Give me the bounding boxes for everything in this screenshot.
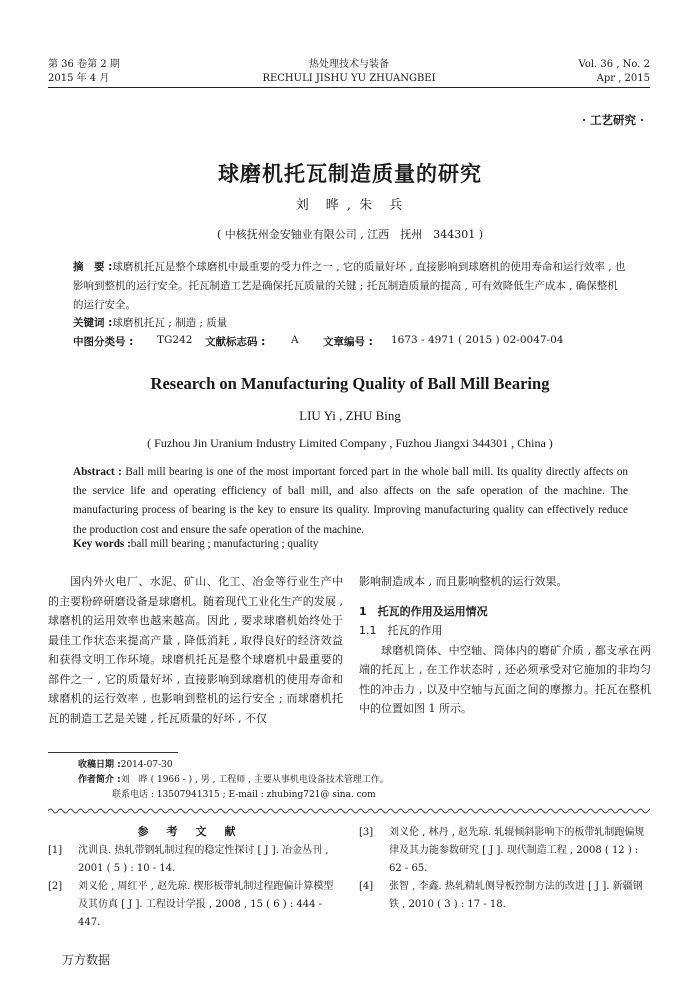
- section-1-1-paragraph: 球磨机筒体、中空轴、筒体内的磨矿介质 , 都支承在两端的托瓦上 , 在工作状态时 , 还必须承受对它施加的非均匀性的冲击力 , 以及中空轴与瓦面之间的摩擦力。托瓦在整机中的位置如图 1 所示。: [359, 643, 651, 715]
- abstract-cn-label: 摘 要 :: [73, 261, 113, 273]
- section-heading-1-1: 1.1 托瓦的作用: [359, 624, 443, 637]
- received-label: 收稿日期 :: [78, 760, 121, 770]
- reference-number: [4]: [359, 881, 374, 892]
- section-tag: · 工艺研究 ·: [581, 113, 644, 127]
- abstract-en-text: Ball mill bearing is one of the most important forced part in the whole ball mill. Its quality directly affects on the service life and operating efficiency of ball mill, and also affects on the safe operation of the machine. The manufacturing process of bearing is the key to ensure its quality. Improving manufacturing quality can effectively reduce the production cost and ensure the safe operation of the machine.: [73, 466, 629, 536]
- abstract-en: [73, 463, 628, 540]
- clc-label: 中图分类号 :: [73, 336, 134, 348]
- keywords-cn-text: 球磨机托瓦 ; 制造 ; 质量: [112, 317, 228, 329]
- received-value: 2014-07-30: [120, 760, 173, 770]
- reference-text: 张智 , 李鑫. 热轧精轧侧导板控制方法的改进 [ J ]. 新疆钢铁 , 2010 ( 3 ) : 17 - 18.: [389, 881, 643, 910]
- authors-cn: 刘 晔 , 朱 兵: [295, 198, 405, 213]
- doc-code-label: 文献标志码 :: [205, 336, 266, 348]
- intro-paragraph: 国内外火电厂、水泥、矿山、化工、冶金等行业生产中的主要粉碎研磨设备是球磨机。随着现代工业化生产的发展 , 球磨机的运用效率也越来越高。因此 , 要求球磨机始终处于最佳工作状态来提高产量 , 降低消耗 , 取得良好的经济效益和获得文明工作环境。球磨机托瓦是整个球磨机中最重要的部件之一 , 它的质量好坏 , 直接影响到球磨机的使用寿命和球磨机的运行效率 , 也影响到整机的运行安全 ; 而球磨机托瓦的制造工艺是关键 , 托瓦质量的好坏 , 不仅: [48, 575, 343, 725]
- reference-item: [48, 842, 343, 878]
- watermark: 万方数据: [62, 953, 111, 967]
- article-no-value: 1673 - 4971 ( 2015 ) 02-0047-04: [391, 334, 564, 346]
- keywords-cn-label: 关键词 :: [73, 317, 113, 329]
- wavy-divider: [48, 806, 650, 816]
- reference-item: [359, 824, 651, 878]
- running-header: [48, 58, 650, 88]
- abstract-cn: [73, 258, 628, 315]
- footnote-rule: [48, 752, 178, 753]
- reference-number: [3]: [359, 827, 374, 838]
- date-cn: 2015 年 4 月: [48, 73, 110, 84]
- volume-issue-en: Vol. 36 , No. 2: [578, 59, 650, 70]
- page-title-cn: 球磨机托瓦制造质量的研究: [218, 162, 482, 186]
- reference-number: [2]: [48, 881, 63, 892]
- keywords-en-label: Key words :: [73, 538, 131, 550]
- keywords-en: [73, 538, 628, 550]
- references-title: 参考文献: [137, 825, 254, 838]
- reference-text: 刘义伦 , 林丹 , 赵先琼. 轧辊倾斜影响下的板带轧制跑偏规律及其力能参数研究 [ J ]. 现代制造工程 , 2008 ( 12 ) : 62 - 65.: [389, 827, 645, 874]
- reference-text: 沈训良. 热轧带钢轧制过程的稳定性探讨 [ J ]. 冶金丛刊 , 2001 ( 5 ) : 10 - 14.: [78, 845, 329, 874]
- reference-text: 刘义伦 , 周红平 , 赵先琼. 楔形板带轧制过程跑偏计算模型及其仿真 [ J ]. 工程设计学报 , 2008 , 15 ( 6 ) : 444 - 447.: [78, 881, 334, 928]
- date-en: Apr , 2015: [596, 73, 650, 84]
- keywords-en-text: ball mill bearing ; manufacturing ; quality: [130, 538, 319, 550]
- footnote-author: [78, 773, 389, 788]
- body-column-right: [359, 572, 651, 719]
- affiliation-cn: ( 中核抚州金安铀业有限公司 , 江西 抚州 344301 ): [216, 228, 484, 241]
- section-heading-1: 1 托瓦的作用及运用情况: [359, 604, 488, 618]
- page-title-en: Research on Manufacturing Quality of Ball Mill Bearing: [150, 374, 550, 393]
- authors-en: LIU Yi , ZHU Bing: [299, 408, 401, 423]
- reference-item: [359, 878, 651, 914]
- header-right: [579, 58, 650, 86]
- affiliation-en: ( Fuzhou Jin Uranium Industry Limited Company , Fuzhou Jiangxi 344301 , China ): [147, 436, 553, 450]
- intro-continuation: 影响制造成本 , 而且影响整机的运行效果。: [359, 575, 568, 588]
- abstract-cn-text: 球磨机托瓦是整个球磨机中最重要的受力件之一 , 它的质量好坏 , 直接影响到球磨机的使用寿命和运行效率 , 也影响到整机的运行安全。托瓦制造工艺是确保托瓦质量的关键 ; 托瓦制造质量的提高 , 可有效降低生产成本 , 确保整机的运行安全。: [73, 261, 626, 311]
- reference-item: [48, 878, 343, 932]
- article-no-label: 文章编号 :: [323, 336, 373, 348]
- reference-number: [1]: [48, 845, 63, 856]
- keywords-cn: [73, 315, 628, 330]
- footnote-received: [78, 758, 173, 773]
- journal-name-pinyin: RECHULI JISHU YU ZHUANGBEI: [262, 73, 436, 84]
- body-column-left: [48, 572, 343, 728]
- volume-issue-cn: 第 36 卷第 2 期: [48, 59, 120, 70]
- doc-code-value: A: [291, 334, 299, 346]
- abstract-en-label: Abstract :: [73, 466, 122, 478]
- author-bio-label: 作者简介 :: [78, 775, 121, 785]
- footnote-contact: 联系电话 : 13507941315 ; E-mail : zhubing721@ sina. com: [112, 790, 376, 800]
- author-bio-value: 刘 晔 ( 1966 - ) , 男 , 工程师 , 主要从事机电设备技术管理工作。: [120, 775, 389, 785]
- clc-value: TG242: [157, 334, 193, 346]
- header-rule: [48, 87, 650, 88]
- header-center: [48, 58, 650, 86]
- journal-name-cn: 热处理技术与装备: [309, 59, 389, 70]
